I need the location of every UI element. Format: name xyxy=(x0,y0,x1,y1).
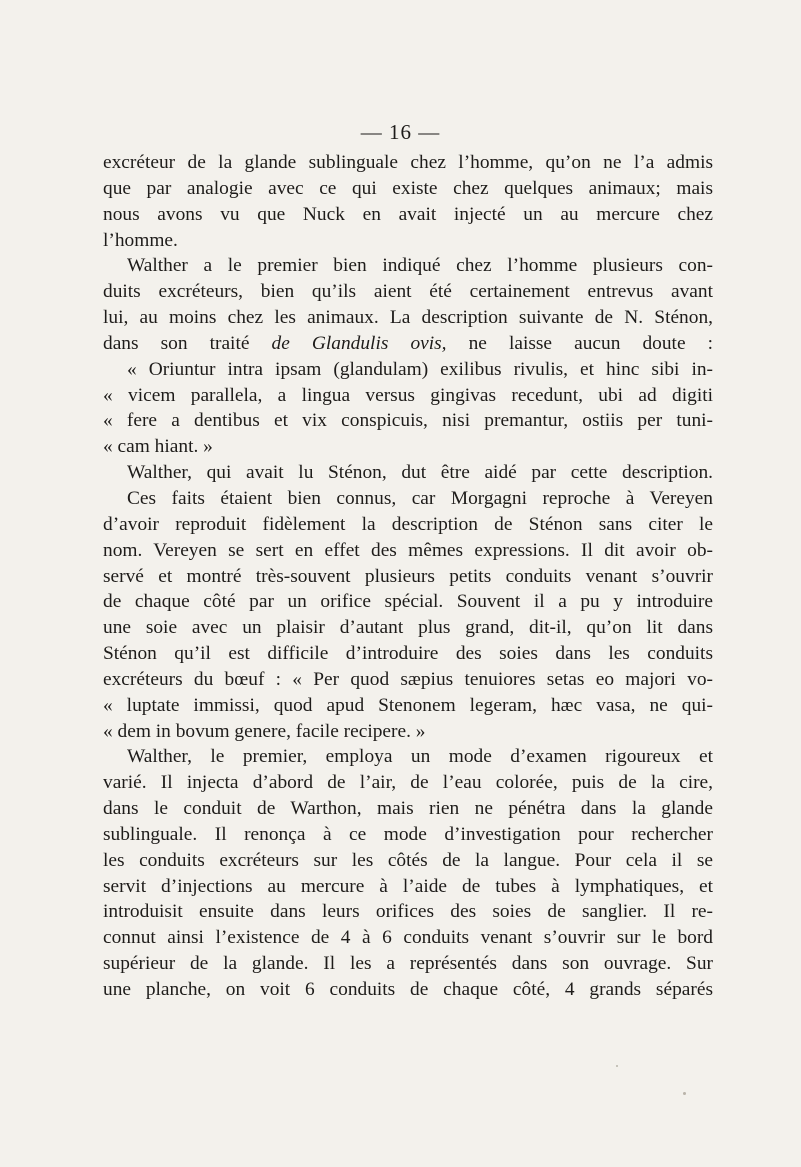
text-line: duits excréteurs, bien qu’ils aient été certainement entrevus avant xyxy=(103,281,713,303)
text-line: Sténon qu’il est difficile d’introduire des soies dans les conduits xyxy=(103,643,713,665)
text-line: Ces faits étaient bien connus, car Morgagni reproche à Vereyen xyxy=(127,487,713,509)
paragraph-start-line: Walther, qui avait lu Sténon, dut être aidé par cette description. xyxy=(127,462,713,484)
text-line: servit d’injections au mercure à l’aide de tubes à lymphatiques, et xyxy=(103,875,713,897)
latin-quote-line: « Oriuntur intra ipsam (glandulam) exilibus rivulis, et hinc sibi in- xyxy=(127,358,713,380)
paragraph-start-line: Walther a le premier bien indiqué chez l’homme plusieurs con- xyxy=(127,255,713,277)
text-line: sublinguale. Il renonça à ce mode d’investigation pour rechercher xyxy=(103,823,713,845)
text-line: nom. Vereyen se sert en effet des mêmes expressions. Il dit avoir ob- xyxy=(103,539,713,561)
text-line: l’homme. xyxy=(103,229,178,251)
text-line: connut ainsi l’existence de 4 à 6 conduits venant s’ouvrir sur le bord xyxy=(103,927,713,949)
text-line: les conduits excréteurs sur les côtés de la langue. Pour cela il se xyxy=(103,849,713,871)
text-line: excréteur de la glande sublinguale chez l’homme, qu’on ne l’a admis xyxy=(103,152,713,173)
text-line: varié. Il injecta d’abord de l’air, de l’eau colorée, puis de la cire, xyxy=(103,772,713,794)
text-line: excréteurs du bœuf : « Per quod sæpius tenuiores setas eo majori vo- xyxy=(103,668,713,690)
text-line: de chaque côté par un orifice spécial. Souvent il a pu y introduire xyxy=(103,591,713,613)
paper-speck xyxy=(616,1065,618,1067)
text-line: que par analogie avec ce qui existe chez quelques animaux; mais xyxy=(103,177,713,199)
text-line: une planche, on voit 6 conduits de chaque côté, 4 grands séparés xyxy=(103,979,713,1000)
latin-quote-line: « fere a dentibus et vix conspicuis, nisi premantur, ostiis per tuni- xyxy=(103,410,713,432)
latin-quote-line: « dem in bovum genere, facile recipere. » xyxy=(103,720,426,742)
text-line-with-italic-title: dans son traité de Glandulis ovis, ne laisse aucun doute : xyxy=(103,332,714,354)
text-line: lui, au moins chez les animaux. La description suivante de N. Sténon, xyxy=(103,307,713,329)
latin-quote-line: « cam hiant. » xyxy=(103,436,213,458)
paper-speck xyxy=(683,1092,686,1095)
italic-title: de Glandulis ovis, xyxy=(271,332,447,354)
paragraph-start-line: Walther, le premier, employa un mode d’examen rigoureux et xyxy=(127,746,713,768)
page-number: — 16 — xyxy=(360,120,441,144)
body-text xyxy=(103,150,713,1003)
text-line: supérieur de la glande. Il les a représentés dans son ouvrage. Sur xyxy=(103,953,713,975)
text-line: servé et montré très-souvent plusieurs petits conduits venant s’ouvrir xyxy=(103,565,713,587)
text-line: une soie avec un plaisir d’autant plus grand, dit-il, qu’on lit dans xyxy=(103,617,713,639)
latin-quote-line: « vicem parallela, a lingua versus gingivas recedunt, ubi ad digiti xyxy=(103,384,713,406)
text-line: introduisit ensuite dans leurs orifices des soies de sanglier. Il re- xyxy=(103,901,713,923)
text-line: dans le conduit de Warthon, mais rien ne pénétra dans la glande xyxy=(103,798,713,820)
latin-quote-line: « luptate immissi, quod apud Stenonem legeram, hæc vasa, ne qui- xyxy=(103,694,713,716)
text-line: d’avoir reproduit fidèlement la description de Sténon sans citer le xyxy=(103,513,713,535)
text-line: nous avons vu que Nuck en avait injecté un au mercure chez xyxy=(103,203,713,225)
